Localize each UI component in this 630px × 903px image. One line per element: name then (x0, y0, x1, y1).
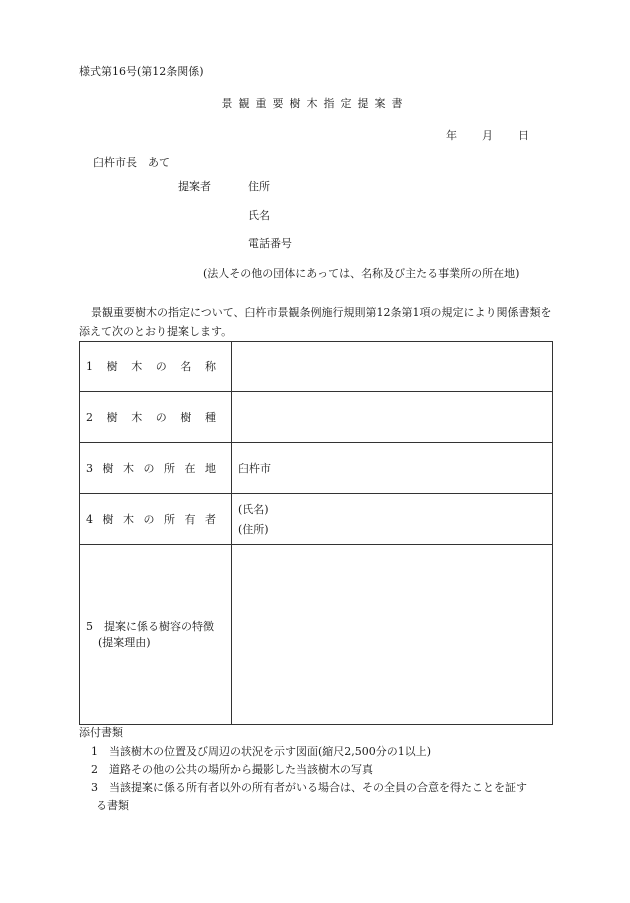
table-row (80, 342, 553, 392)
owner-name-label: (氏名) (238, 502, 269, 516)
attachments-title: 添付書類 (79, 726, 123, 739)
table-row (80, 443, 553, 494)
table-row (80, 494, 553, 545)
row-label: 3 樹 木 の 所 在 地 (80, 443, 232, 494)
tree-owner-cell[interactable] (232, 494, 553, 545)
tree-species-cell[interactable] (232, 392, 553, 443)
attachment-item: 3 当該提案に係る所有者以外の所有者がいる場合は、その全員の合意を得たことを証す (91, 781, 527, 794)
attachment-item-continuation: る書類 (96, 799, 129, 812)
tree-name-cell[interactable] (232, 342, 553, 392)
date-month: 月 (482, 129, 493, 142)
owner-address-label: (住所) (238, 522, 269, 536)
row-label: 2 樹 木 の 樹 種 (80, 392, 232, 443)
date-day: 日 (518, 129, 529, 142)
proposer-label: 提案者 (178, 180, 211, 193)
proposal-table (79, 341, 553, 725)
row-label (80, 545, 232, 725)
corporate-note: (法人その他の団体にあっては、名称及び主たる事業所の所在地) (203, 267, 520, 280)
proposal-statement: 景観重要樹木の指定について、臼杵市景観条例施行規則第12条第1項の規定により関係書類を添えて次のとおり提案します。 (79, 306, 552, 338)
table-row (80, 392, 553, 443)
document-title: 景観重要樹木指定提案書 (221, 97, 409, 110)
tree-location-cell[interactable]: 臼杵市 (232, 443, 553, 494)
date-year: 年 (446, 129, 457, 142)
tree-feature-cell[interactable] (232, 545, 553, 725)
name-label: 氏名 (248, 209, 270, 222)
form-number: 様式第16号(第12条関係) (79, 65, 204, 78)
addressee: 臼杵市長 あて (93, 156, 170, 169)
row-label: 1 樹 木 の 名 称 (80, 342, 232, 392)
feature-label: 5 提案に係る樹容の特徴 (86, 619, 214, 633)
table-row (80, 545, 553, 725)
feature-reason-label: (提案理由) (98, 635, 151, 649)
attachment-item: 2 道路その他の公共の場所から撮影した当該樹木の写真 (91, 763, 373, 776)
address-label: 住所 (248, 180, 270, 193)
phone-label: 電話番号 (248, 237, 292, 250)
row-label: 4 樹 木 の 所 有 者 (80, 494, 232, 545)
attachment-item: 1 当該樹木の位置及び周辺の状況を示す図面(縮尺2,500分の1以上) (91, 745, 432, 758)
